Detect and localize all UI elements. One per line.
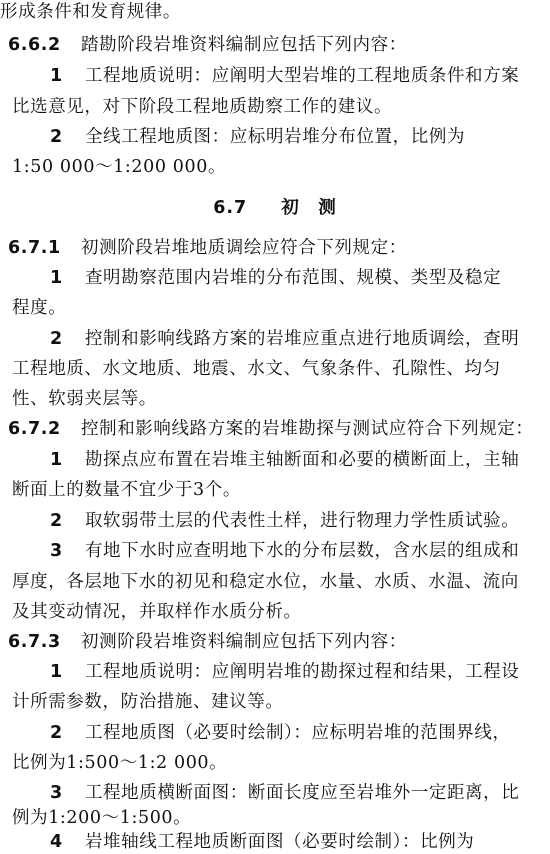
- clause-number: 6.7.2: [8, 419, 61, 439]
- clause-line: [8, 236, 550, 260]
- line-text: 及其变动情况，并取样作水质分析。: [12, 602, 302, 622]
- line-text: 比例为1:500～1:2 000。: [12, 753, 228, 773]
- item-number: 3: [50, 783, 63, 803]
- line-text: 岩堆轴线工程地质断面图（必要时绘制）：比例为: [84, 832, 475, 852]
- item-number: 1: [50, 268, 63, 288]
- line-text: 比选意见，对下阶段工程地质勘察工作的建议。: [12, 97, 393, 117]
- clause-number: 6.7.3: [8, 632, 61, 652]
- clause-line: [8, 417, 550, 441]
- line-text: 1:50 000～1:200 000。: [12, 157, 227, 177]
- section-heading: [0, 196, 550, 220]
- line-text: 取软弱带土层的代表性土样，进行物理力学性质试验。: [84, 511, 520, 531]
- item-line: [50, 781, 550, 805]
- line-text: 全线工程地质图：应标明岩堆分布位置，比例为: [84, 127, 466, 147]
- line-text: 工程地质说明：应阐明岩堆的勘探过程和结果，工程设: [84, 662, 520, 682]
- section-title: 初 测: [281, 198, 337, 218]
- item-number: 1: [50, 66, 63, 86]
- text-line: [12, 600, 550, 624]
- clause-number: 6.7.1: [8, 238, 61, 258]
- item-line: [50, 327, 550, 351]
- section-number: 6.7: [213, 198, 248, 218]
- item-number: 4: [50, 832, 63, 852]
- text-line: [12, 570, 550, 594]
- text-line: [12, 296, 550, 320]
- item-line: [50, 830, 550, 854]
- clause-line: [8, 33, 550, 57]
- item-number: 3: [50, 541, 63, 561]
- item-line: [50, 509, 550, 533]
- item-line: [50, 721, 550, 745]
- line-text: 形成条件和发育规律。: [0, 2, 181, 22]
- text-line: [12, 95, 550, 119]
- line-text: 工程地质、水文地质、地震、水文、气象条件、孔隙性、均匀: [12, 359, 501, 379]
- line-text: 初测阶段岩堆资料编制应包括下列内容：: [81, 632, 407, 652]
- item-line: [50, 125, 550, 149]
- item-number: 2: [50, 511, 63, 531]
- item-number: 1: [50, 662, 63, 682]
- item-line: [50, 64, 550, 88]
- text-line: [12, 751, 550, 775]
- line-text: 有地下水时应查明地下水的分布层数，含水层的组成和: [84, 541, 520, 561]
- line-text: 初测阶段岩堆地质调绘应符合下列规定：: [81, 238, 407, 258]
- line-text: 工程地质图（必要时绘制）：应标明岩堆的范围界线，: [84, 723, 511, 743]
- text-line: [12, 690, 550, 714]
- clause-line: [8, 630, 550, 654]
- item-number: 2: [50, 329, 63, 349]
- item-line: [50, 660, 550, 684]
- line-text: 计所需参数，防治措施、建议等。: [12, 692, 284, 712]
- line-text: 断面上的数量不宜少于3个。: [12, 480, 241, 500]
- item-line: [50, 448, 550, 472]
- text-line: [12, 155, 550, 179]
- item-number: 2: [50, 723, 63, 743]
- line-text: 控制和影响线路方案的岩堆勘探与测试应符合下列规定：: [81, 419, 534, 439]
- line-text: 工程地质横断面图：断面长度应至岩堆外一定距离，比: [84, 783, 520, 803]
- line-text: 查明勘察范围内岩堆的分布范围、规模、类型及稳定: [84, 268, 502, 288]
- item-number: 1: [50, 450, 63, 470]
- line-text: 工程地质说明：应阐明大型岩堆的工程地质条件和方案: [84, 66, 520, 86]
- item-number: 2: [50, 127, 63, 147]
- clause-number: 6.6.2: [8, 35, 61, 55]
- item-line: [50, 266, 550, 290]
- line-text: 性、软弱夹层等。: [12, 389, 157, 409]
- text-line: [12, 357, 550, 381]
- line-text: 程度。: [12, 298, 67, 318]
- text-line: [0, 0, 550, 24]
- line-text: 控制和影响线路方案的岩堆应重点进行地质调绘，查明: [84, 329, 520, 349]
- line-text: 踏勘阶段岩堆资料编制应包括下列内容：: [81, 35, 407, 55]
- line-text: 勘探点应布置在岩堆主轴断面和必要的横断面上，主轴: [84, 450, 520, 470]
- line-text: 例为1:200～1:500。: [12, 808, 192, 828]
- line-text: 厚度，各层地下水的初见和稳定水位，水量、水质、水温、流向: [12, 572, 519, 592]
- item-line: [50, 539, 550, 563]
- text-line: [12, 478, 550, 502]
- text-line: [12, 387, 550, 411]
- text-line: [12, 806, 550, 830]
